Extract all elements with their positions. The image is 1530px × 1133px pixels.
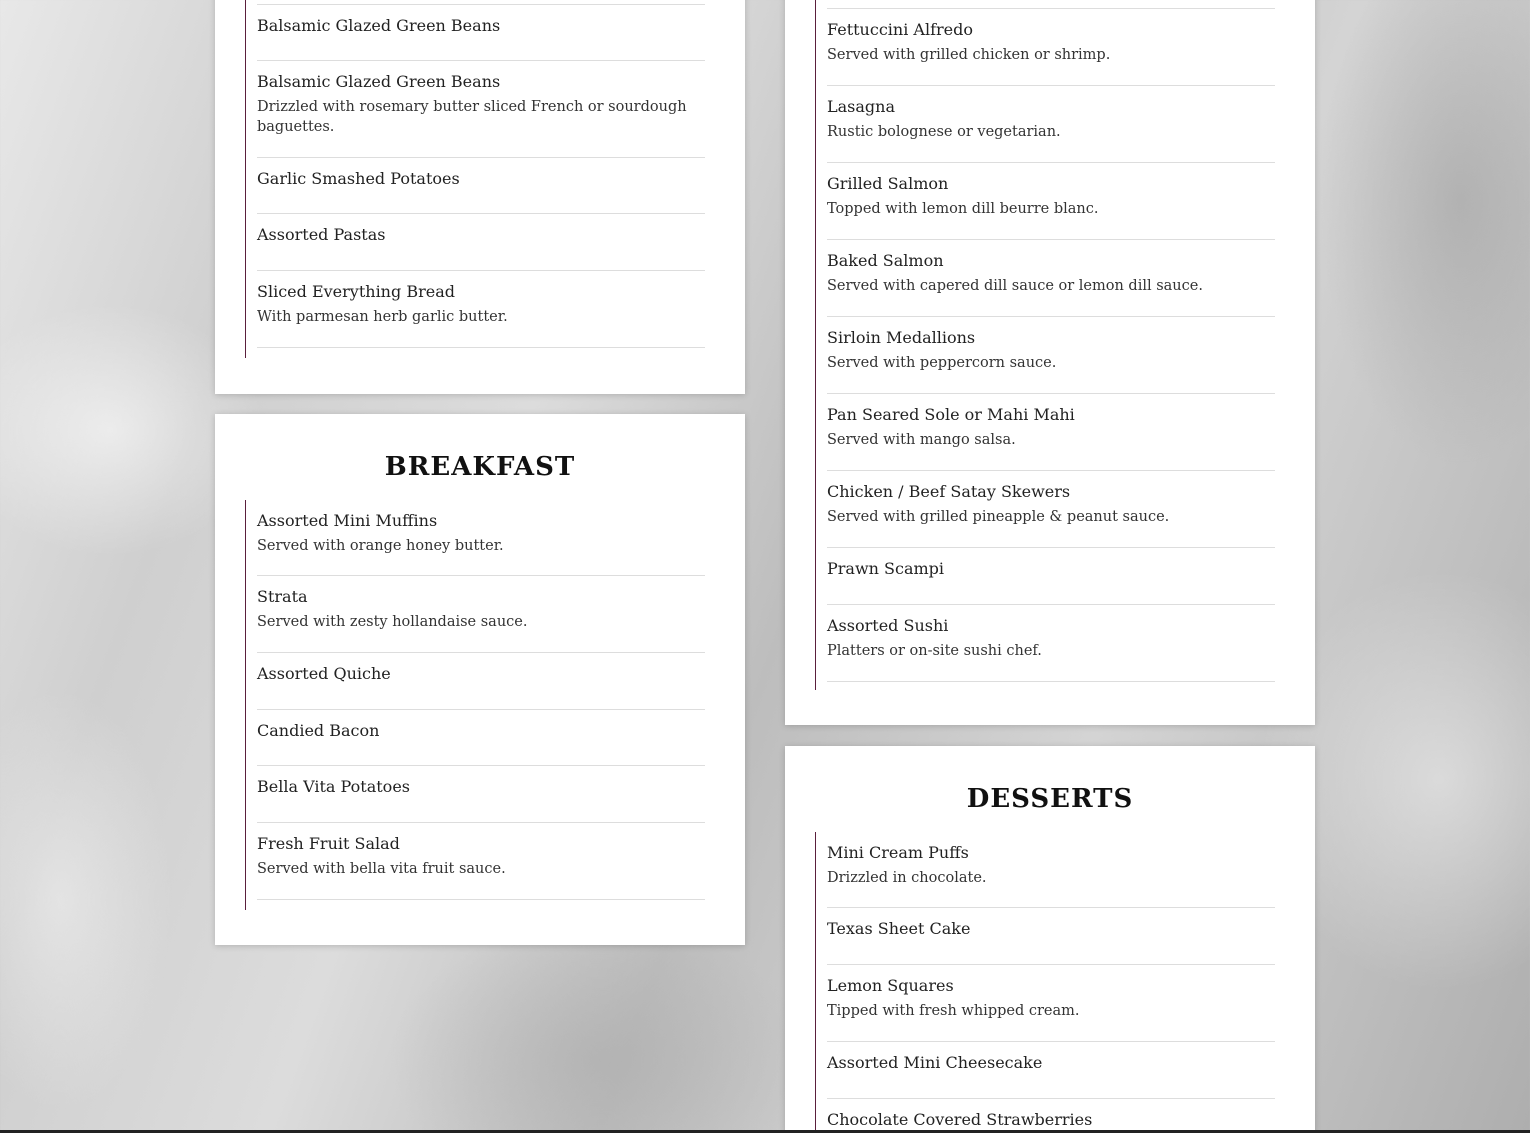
menu-item	[827, 9, 1275, 86]
menu-item-description: Served with zesty hollandaise sauce.	[257, 614, 528, 630]
menu-item-name: Garlic Smashed Potatoes	[257, 168, 460, 188]
menu-item-description: Drizzled in chocolate.	[827, 870, 987, 886]
menu-item	[257, 4, 705, 61]
menu-item-name: Candied Bacon	[257, 720, 380, 740]
menu-item-name: Fresh Fruit Salad	[257, 833, 400, 853]
menu-item	[827, 86, 1275, 163]
menu-item-name: Balsamic Glazed Green Beans	[257, 16, 501, 35]
menu-item-list	[815, 0, 1275, 690]
menu-item	[257, 823, 705, 900]
menu-item	[827, 1042, 1275, 1099]
menu-card-breakfast	[215, 414, 745, 945]
menu-item	[257, 158, 705, 215]
menu-item-description: Rustic bolognese or vegetarian.	[827, 124, 1061, 140]
menu-item-description: Topped with lemon dill beurre blanc.	[827, 201, 1099, 217]
menu-card-desserts	[785, 746, 1315, 1133]
menu-item-name: Assorted Pastas	[257, 225, 386, 244]
menu-item	[257, 766, 705, 823]
menu-item-name: Lasagna	[827, 97, 895, 116]
menu-item-list	[815, 832, 1275, 1133]
menu-item	[257, 214, 705, 271]
menu-item-name: Chocolate Covered Strawberries	[827, 1109, 1093, 1129]
menu-item	[827, 317, 1275, 394]
menu-item-name: Sirloin Medallions	[827, 328, 976, 347]
menu-item-name: Chicken / Beef Satay Skewers	[827, 482, 1071, 501]
menu-item-description: Served with capered dill sauce or lemon dill sauce.	[827, 278, 1203, 294]
menu-item-description: Tipped with fresh whipped cream.	[827, 1003, 1080, 1019]
menu-item	[827, 605, 1275, 682]
menu-item	[827, 1099, 1275, 1133]
menu-item-name: Baked Salmon	[827, 251, 944, 270]
menu-item	[257, 271, 705, 348]
section-title: DESSERTS	[966, 784, 1134, 814]
menu-item	[257, 500, 705, 576]
menu-item-name: Fettuccini Alfredo	[827, 20, 973, 39]
menu-item-description: Drizzled with rosemary butter sliced French or sourdough baguettes.	[257, 98, 687, 135]
menu-item-list	[245, 0, 705, 358]
menu-item-description: Served with grilled chicken or shrimp.	[827, 47, 1111, 63]
menu-item-name: Mini Cream Puffs	[827, 843, 969, 862]
menu-item	[257, 710, 705, 767]
menu-item	[827, 965, 1275, 1042]
menu-item-description: Served with peppercorn sauce.	[827, 355, 1057, 371]
menu-card-sides	[215, 0, 745, 394]
menu-item-description: Served with grilled pineapple & peanut sauce.	[827, 509, 1170, 525]
menu-item-name: Lemon Squares	[827, 976, 954, 995]
menu-item-name: Assorted Sushi	[827, 615, 949, 635]
menu-item-description: With parmesan herb garlic butter.	[257, 308, 508, 325]
menu-item-description: Served with bella vita fruit sauce.	[257, 860, 506, 877]
menu-item-name: Texas Sheet Cake	[827, 919, 971, 938]
menu-item	[827, 908, 1275, 965]
menu-card-entrees	[785, 0, 1315, 725]
menu-item	[257, 61, 705, 158]
menu-item	[827, 832, 1275, 908]
menu-item	[257, 653, 705, 710]
menu-item-name: Bella Vita Potatoes	[257, 777, 410, 796]
menu-item-description: Served with mango salsa.	[827, 432, 1016, 448]
menu-item	[827, 548, 1275, 605]
menu-item	[827, 471, 1275, 548]
menu-item-description: Served with orange honey butter.	[257, 538, 504, 554]
menu-item-name: Assorted Quiche	[257, 664, 391, 683]
menu-item-name: Strata	[257, 587, 308, 606]
menu-item-name: Assorted Mini Cheesecake	[827, 1053, 1043, 1072]
menu-item	[827, 394, 1275, 471]
menu-item-name: Assorted Mini Muffins	[257, 511, 438, 530]
menu-item-name: Prawn Scampi	[827, 559, 945, 578]
menu-item-description: Platters or on-site sushi chef.	[827, 642, 1042, 659]
menu-item-name: Grilled Salmon	[827, 174, 949, 193]
menu-item-list	[245, 500, 705, 910]
menu-item	[257, 576, 705, 653]
menu-item-name: Pan Seared Sole or Mahi Mahi	[827, 405, 1075, 424]
menu-item-name: Balsamic Glazed Green Beans	[257, 71, 501, 91]
section-title: BREAKFAST	[384, 452, 576, 482]
menu-item-name: Sliced Everything Bread	[257, 281, 455, 301]
menu-item	[827, 163, 1275, 240]
menu-item	[827, 240, 1275, 317]
